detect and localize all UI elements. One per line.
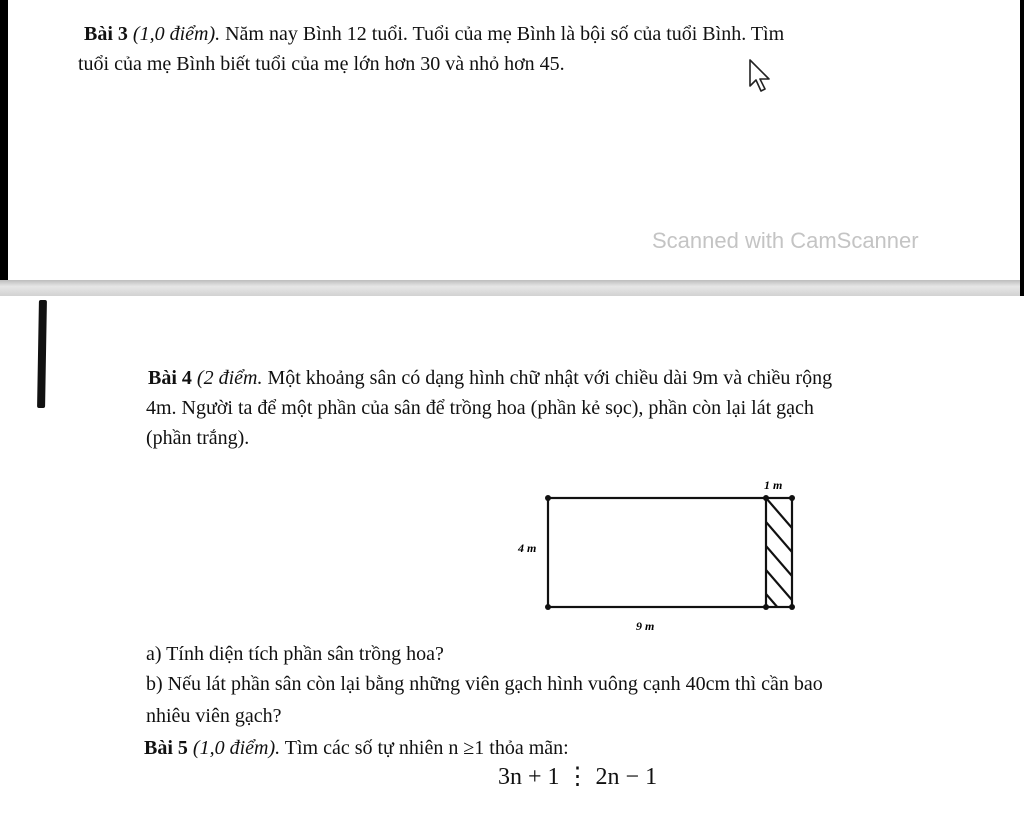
camscanner-watermark: Scanned with CamScanner (652, 228, 919, 253)
bai4-line3 (146, 424, 249, 452)
bai4-text-line1: Một khoảng sân có dạng hình chữ nhật với chiều dài 9m và chiều rộng (267, 367, 833, 389)
diagram-label-left: 4 m (518, 541, 537, 555)
bai3-line2 (78, 50, 565, 78)
yard-diagram (510, 470, 810, 640)
bai4-label: Bài 4 (148, 367, 192, 389)
bai3-line1 (84, 20, 784, 48)
bai3-text-line1: Năm nay Bình 12 tuổi. Tuổi của mẹ Bình là bội số của tuổi Bình. Tìm (225, 23, 785, 45)
mouse-cursor-icon (748, 58, 774, 94)
question-b-line2: nhiêu viên gạch? (146, 705, 282, 727)
bai4-line1 (148, 364, 832, 392)
bai4-line2 (146, 394, 814, 422)
bai3-points: (1,0 điểm). (132, 23, 221, 45)
scanned-page-top (0, 0, 1024, 280)
yard-rectangle (548, 498, 792, 607)
diagram-label-bottom: 9 m (636, 619, 655, 633)
bai5-formula: 3n + 1 ⋮ 2n − 1 (498, 764, 658, 790)
question-a: a) Tính diện tích phần sân trồng hoa? (146, 643, 444, 665)
bai4-points: (2 điểm. (196, 367, 263, 389)
bai5-points: (1,0 điểm). (192, 737, 281, 759)
bai3-label: Bài 3 (84, 23, 128, 45)
bai4-text-line2: 4m. Người ta để một phần của sân để trồng hoa (phần kẻ sọc), phần còn lại lát gạch (146, 397, 814, 419)
question-b-line1: b) Nếu lát phần sân còn lại bằng những viên gạch hình vuông cạnh 40cm thì cần bao (146, 673, 823, 695)
page-divider (0, 280, 1024, 296)
flower-bed-hatching (766, 498, 792, 624)
bai5-text: Tìm các số tự nhiên n ≥1 thỏa mãn: (284, 737, 569, 759)
bai5-label: Bài 5 (144, 737, 188, 759)
diagram-label-top: 1 m (764, 478, 783, 492)
bai5-line (144, 734, 569, 762)
page-edge (0, 0, 8, 280)
bai4-text-line3: (phần trắng). (146, 427, 250, 449)
bai3-text-line2: tuổi của mẹ Bình biết tuổi của mẹ lớn hơn 30 và nhỏ hơn 45. (78, 53, 565, 75)
